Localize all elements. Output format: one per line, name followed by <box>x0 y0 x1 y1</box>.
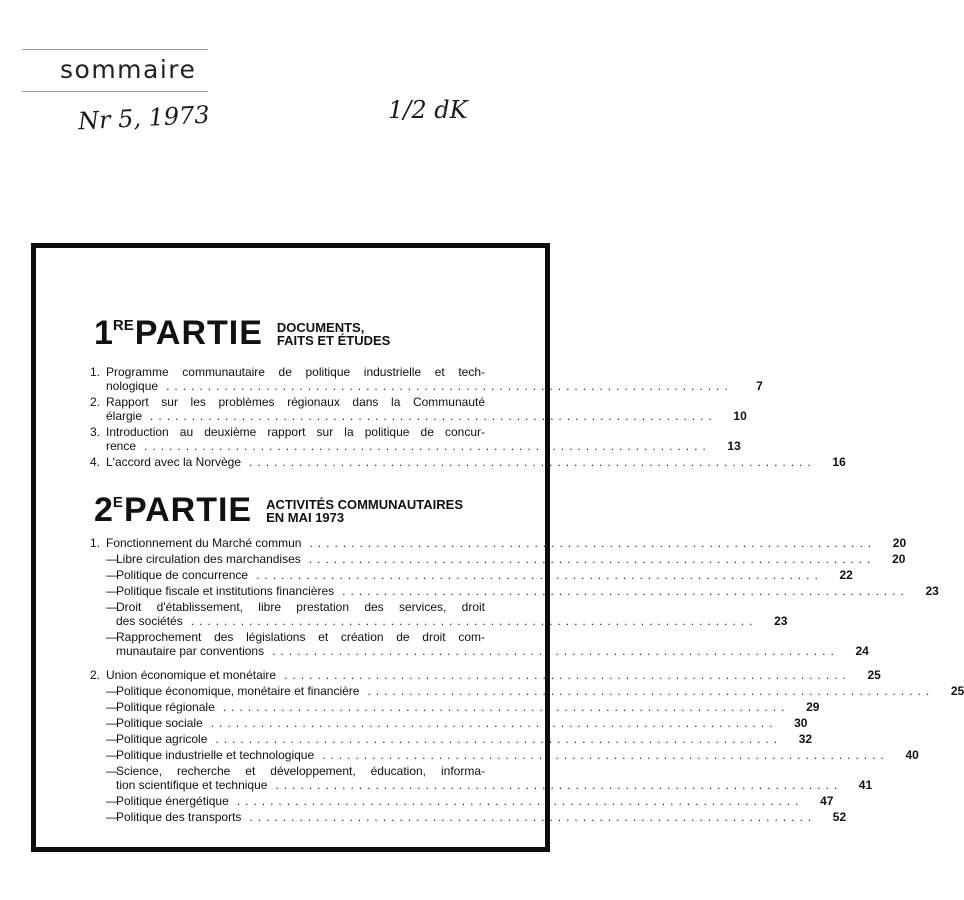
contents-frame <box>31 243 964 852</box>
toc-subentry-page: 23 <box>774 614 788 628</box>
dash: — <box>106 732 118 746</box>
toc-subentry[interactable] <box>90 552 906 566</box>
dot-leader: .................................................................... <box>144 439 711 453</box>
dot-leader: .................................................................... <box>256 568 823 582</box>
dash: — <box>106 794 118 808</box>
toc-entry-title-line2: rence <box>106 439 137 453</box>
dash: — <box>106 716 118 730</box>
dot-leader: .................................................................... <box>215 732 783 746</box>
dot-leader: .................................................................... <box>249 455 816 469</box>
header-rule-bottom <box>22 91 208 92</box>
toc-subentry-page: 24 <box>855 644 869 658</box>
toc-entry-number: 4. <box>90 455 101 469</box>
toc-subentry[interactable] <box>90 568 853 582</box>
part2-suffix: E <box>112 494 123 511</box>
toc-subentry-page: 41 <box>858 778 873 792</box>
toc-section[interactable] <box>90 668 881 682</box>
toc-section-page: 25 <box>867 668 881 682</box>
dot-leader: .................................................................... <box>272 644 839 658</box>
toc-subentry-page: 30 <box>794 716 808 730</box>
part1-number: 1 <box>94 314 113 352</box>
toc-subentry-title: Politique industrielle et technologique <box>116 748 315 762</box>
toc-section-number: 1. <box>90 536 101 550</box>
dot-leader: .................................................................... <box>308 552 876 566</box>
dash: — <box>106 700 118 714</box>
dot-leader: .................................................................... <box>275 778 843 792</box>
part1-heading <box>94 316 390 350</box>
dash: — <box>106 810 118 824</box>
toc-section-title: Union économique et monétaire <box>106 668 277 682</box>
part1-suffix: RE <box>112 317 134 334</box>
part1-subtitle-line2: FAITS ET ÉTUDES <box>276 333 391 348</box>
toc-subentry-title-line1: Science, recherche et développement, éducation, informa- <box>116 764 485 778</box>
part2-number: 2 <box>94 491 113 529</box>
dot-leader: .................................................................... <box>236 794 804 808</box>
dot-leader: .................................................................... <box>309 536 877 550</box>
toc-subentry-page: 47 <box>820 794 834 808</box>
toc-entry-page: 13 <box>727 439 741 453</box>
part2-subtitle-line2: EN MAI 1973 <box>266 510 345 525</box>
dot-leader: .................................................................... <box>284 668 851 682</box>
part2-word: PARTIE <box>123 491 253 529</box>
dot-leader: .................................................................... <box>249 810 817 824</box>
part2-subtitle-line1: ACTIVITÉS COMMUNAUTAIRES <box>266 497 464 512</box>
toc-subentry[interactable] <box>90 732 813 746</box>
part1-toc <box>90 365 846 471</box>
toc-entry-number: 3. <box>90 425 101 439</box>
toc-entry-title-line1: Rapport sur les problèmes régionaux dans la Communauté <box>106 395 485 409</box>
toc-subentry-title: Politique régionale <box>116 700 215 714</box>
toc-entry-title-line2: élargie <box>106 409 143 423</box>
toc-section-title: Fonctionnement du Marché commun <box>106 536 302 550</box>
dot-leader: .................................................................... <box>367 684 935 698</box>
part2-toc <box>90 536 964 826</box>
toc-subentry-page: 23 <box>925 584 939 598</box>
toc-subentry[interactable] <box>90 584 939 598</box>
toc-subentry-title-line2: des sociétés <box>116 614 183 628</box>
toc-entry-page: 7 <box>756 379 763 393</box>
toc-entry[interactable] <box>90 365 763 393</box>
dash: — <box>106 748 118 762</box>
toc-subentry[interactable] <box>90 700 820 714</box>
part1-subtitle-line1: DOCUMENTS, <box>276 320 365 335</box>
toc-subentry-title-line1: Droit d'établissement, libre prestation des services, droit <box>116 600 485 614</box>
dot-leader: .................................................................... <box>150 409 717 423</box>
toc-subentry[interactable] <box>90 600 788 628</box>
toc-entry[interactable] <box>90 425 741 453</box>
page-title: sommaire <box>60 55 197 84</box>
toc-subentry-page: 52 <box>832 810 847 824</box>
toc-subentry[interactable] <box>90 810 847 824</box>
toc-subentry-title: Politique sociale <box>116 716 203 730</box>
toc-subentry-title-line2: munautaire par conventions <box>116 644 265 658</box>
part2-heading <box>94 493 463 527</box>
toc-subentry-title: Politique économique, monétaire et financière <box>116 684 360 698</box>
toc-subentry[interactable] <box>90 716 808 730</box>
dash: — <box>106 552 118 566</box>
toc-subentry-title: Politique énergétique <box>116 794 229 808</box>
header-rule-top <box>22 49 208 50</box>
toc-section[interactable] <box>90 536 907 550</box>
toc-entry-number: 1. <box>90 365 101 379</box>
toc-entry-page: 16 <box>832 455 846 469</box>
toc-entry-title-line1: Programme communautaire de politique industrielle et tech- <box>106 365 485 379</box>
toc-entry-page: 10 <box>733 409 747 423</box>
dash: — <box>106 584 118 598</box>
toc-section-page: 20 <box>892 536 907 550</box>
toc-subentry-title-line2: tion scientifique et technique <box>116 778 268 792</box>
handwritten-issue-note: Nr 5, 1973 <box>77 100 211 136</box>
toc-subentry[interactable] <box>90 764 873 792</box>
toc-subentry-page: 29 <box>806 700 820 714</box>
toc-subentry[interactable] <box>90 630 869 658</box>
toc-entry-number: 2. <box>90 395 101 409</box>
dot-leader: .................................................................... <box>342 584 909 598</box>
dash: — <box>106 764 118 778</box>
toc-entry-title-line2: nologique <box>106 379 159 393</box>
toc-subentry-title-line1: Rapprochement des législations et création de droit com- <box>116 630 485 644</box>
dot-leader: .................................................................... <box>210 716 778 730</box>
toc-entry-title-line1: Introduction au deuxième rapport sur la politique de concur- <box>106 425 485 439</box>
part1-subtitle <box>277 321 390 347</box>
toc-subentry-title: Politique des transports <box>116 810 242 824</box>
toc-subentry-page: 22 <box>839 568 853 582</box>
dash: — <box>106 684 118 698</box>
toc-entry-title: L'accord avec la Norvège <box>106 455 242 469</box>
toc-subentry-page: 20 <box>892 552 906 566</box>
dot-leader: .................................................................... <box>322 748 889 762</box>
part1-word: PARTIE <box>134 314 263 352</box>
toc-section-number: 2. <box>90 668 101 682</box>
dot-leader: .................................................................... <box>166 379 733 393</box>
handwritten-copy-note: 1/2 dK <box>388 96 468 124</box>
toc-subentry-page: 40 <box>905 748 919 762</box>
toc-entry[interactable] <box>90 455 846 469</box>
dot-leader: .................................................................... <box>222 700 790 714</box>
dot-leader: .................................................................... <box>190 614 758 628</box>
toc-subentry-page: 25 <box>950 684 964 698</box>
part2-subtitle <box>266 498 463 524</box>
toc-subentry-title: Politique agricole <box>116 732 208 746</box>
dash: — <box>106 568 118 582</box>
toc-entry[interactable] <box>90 395 747 423</box>
dash: — <box>106 600 118 614</box>
toc-subentry[interactable] <box>90 684 964 698</box>
toc-subentry[interactable] <box>90 748 919 762</box>
toc-subentry-title: Politique fiscale et institutions financières <box>116 584 335 598</box>
toc-subentry-title: Libre circulation des marchandises <box>116 552 301 566</box>
toc-subentry-title: Politique de concurrence <box>116 568 249 582</box>
toc-subentry-page: 32 <box>798 732 813 746</box>
dash: — <box>106 630 118 644</box>
toc-subentry[interactable] <box>90 794 834 808</box>
